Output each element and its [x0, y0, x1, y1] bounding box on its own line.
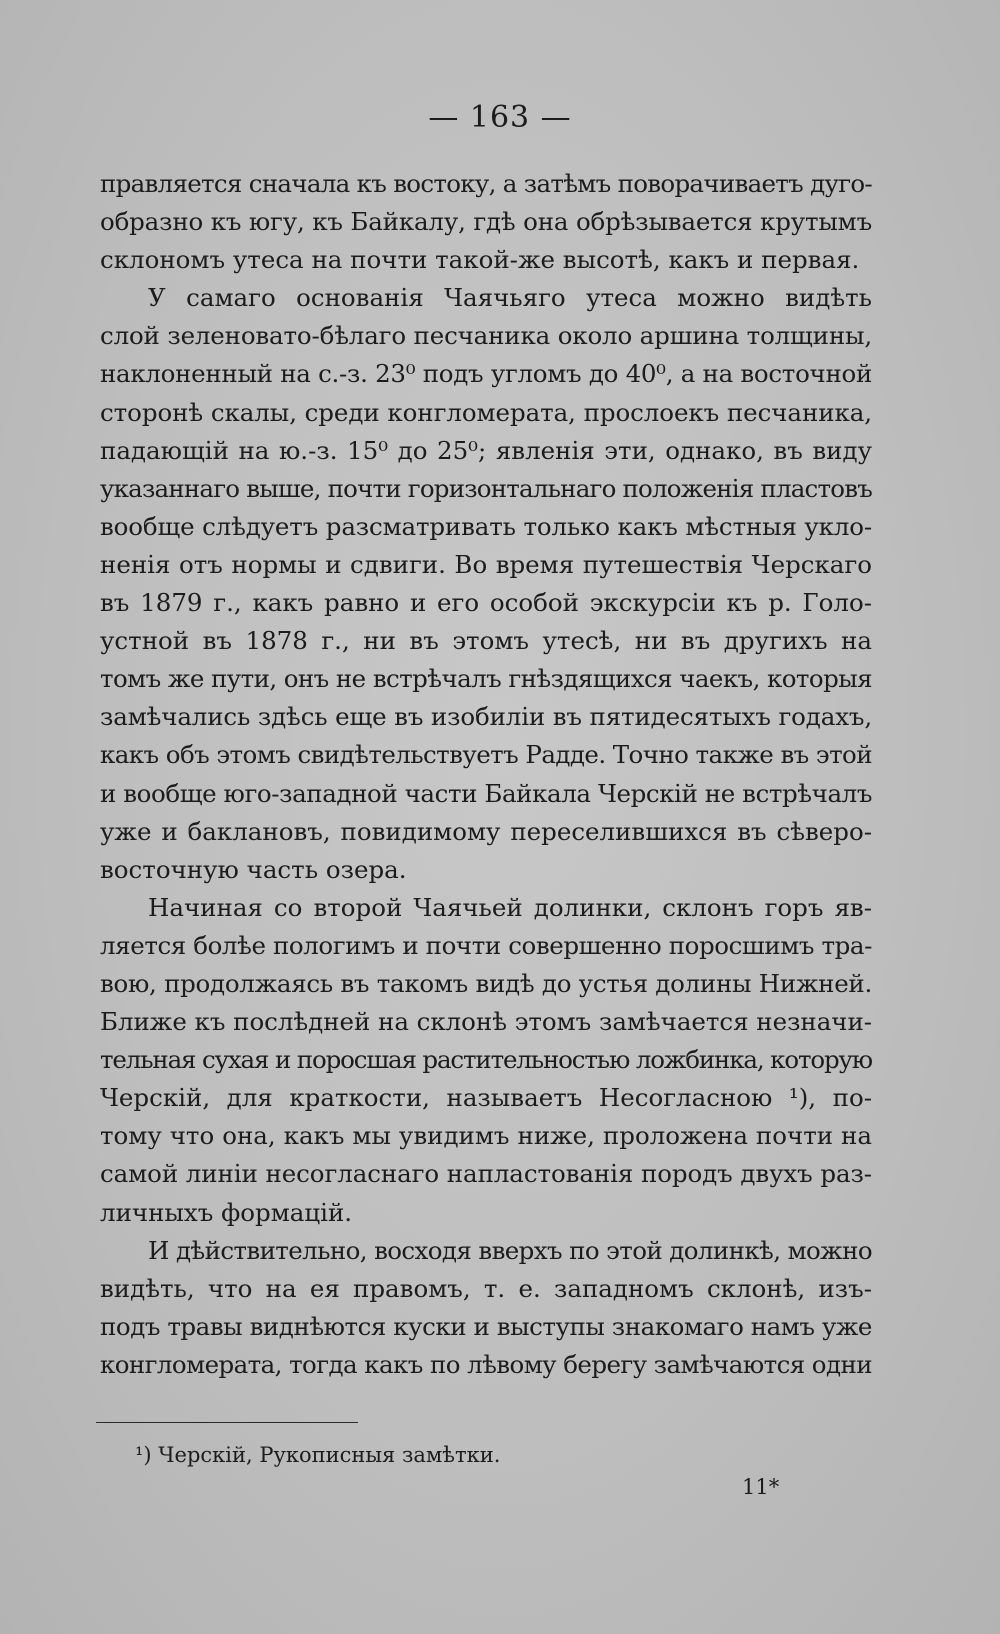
text-line: ненія отъ нормы и сдвиги. Во время путешествія Черскаго: [100, 549, 872, 579]
text-line: сторонѣ скалы, среди конгломерата, прослоекъ песчаника,: [100, 397, 872, 427]
text-line: Черскій, для краткости, называетъ Несогласною ¹), по-: [100, 1083, 872, 1113]
signature-mark: 11*: [742, 1475, 780, 1499]
text-line: ляется болѣе пологимъ и почти совершенно поросшимъ тра-: [100, 930, 872, 960]
text-line: томъ же пути, онъ не встрѣчалъ гнѣздящихся чаекъ, которыя: [100, 664, 872, 694]
page-number: — 163 —: [428, 100, 572, 135]
text-line: наклоненный на с.-з. 23⁰ подъ угломъ до 40⁰, а на восточной: [100, 359, 872, 389]
text-line: личныхъ формацій.: [100, 1197, 353, 1227]
text-line: правляется сначала къ востоку, а затѣмъ поворачиваетъ дуго-: [100, 169, 872, 198]
text-line: самой линіи несогласнаго напластованія породъ двухъ раз-: [100, 1159, 872, 1189]
text-line: вою, продолжаясь въ такомъ видѣ до устья долины Нижней.: [100, 968, 872, 998]
text-line: Ближе къ послѣдней на склонѣ этомъ замѣчается незначи-: [100, 1007, 872, 1037]
text-line: Начиная со второй Чаячьей долинки, склонъ горъ яв-: [148, 892, 872, 922]
text-line: склономъ утеса на почти такой-же высотѣ, какъ и первая.: [100, 245, 860, 275]
text-line: образно къ югу, къ Байкалу, гдѣ она обрѣзывается крутымъ: [100, 207, 872, 237]
footnote-divider: [96, 1422, 358, 1423]
text-line: уже и баклановъ, повидимому переселившихся въ сѣверо-: [100, 816, 872, 846]
text-line: указаннаго выше, почти горизонтальнаго положенія пластовъ: [100, 473, 872, 503]
text-line: тельная сухая и поросшая растительностью ложбинка, которую: [100, 1045, 872, 1075]
text-line: падающій на ю.-з. 15⁰ до 25⁰; явленія эти, однако, въ виду: [100, 435, 872, 465]
text-line: замѣчались здѣсь еще въ изобиліи въ пятидесятыхъ годахъ,: [100, 702, 872, 732]
text-line: подъ травы виднѣются куски и выступы знакомаго намъ уже: [100, 1311, 872, 1341]
text-line: И дѣйствительно, восходя вверхъ по этой долинкѣ, можно: [148, 1235, 872, 1265]
text-line: конгломерата, тогда какъ по лѣвому берегу замѣчаются одни: [100, 1349, 872, 1379]
text-line: въ 1879 г., какъ равно и его особой экскурсіи къ р. Голо-: [100, 588, 872, 618]
text-line: тому что она, какъ мы увидимъ ниже, проложена почти на: [100, 1121, 872, 1151]
text-line: и вообще юго-западной части Байкала Черскій не встрѣчалъ: [100, 778, 872, 808]
text-line: У самаго основанія Чаячьяго утеса можно видѣть: [148, 283, 872, 313]
text-line: устной въ 1878 г., ни въ этомъ утесѣ, ни въ другихъ на: [100, 626, 872, 656]
body-text: [100, 165, 872, 1384]
text-line: какъ объ этомъ свидѣтельствуетъ Радде. Точно также въ этой: [100, 740, 872, 770]
text-line: видѣть, что на ея правомъ, т. е. западномъ склонѣ, изъ-: [100, 1273, 872, 1303]
footnote: ¹) Черскій, Рукописныя замѣтки.: [135, 1443, 501, 1467]
text-line: восточную часть озера.: [100, 854, 407, 884]
text-line: слой зеленовато-бѣлаго песчаника около аршина толщины,: [100, 321, 872, 351]
text-line: вообще слѣдуетъ разсматривать только какъ мѣстныя укло-: [100, 511, 872, 541]
